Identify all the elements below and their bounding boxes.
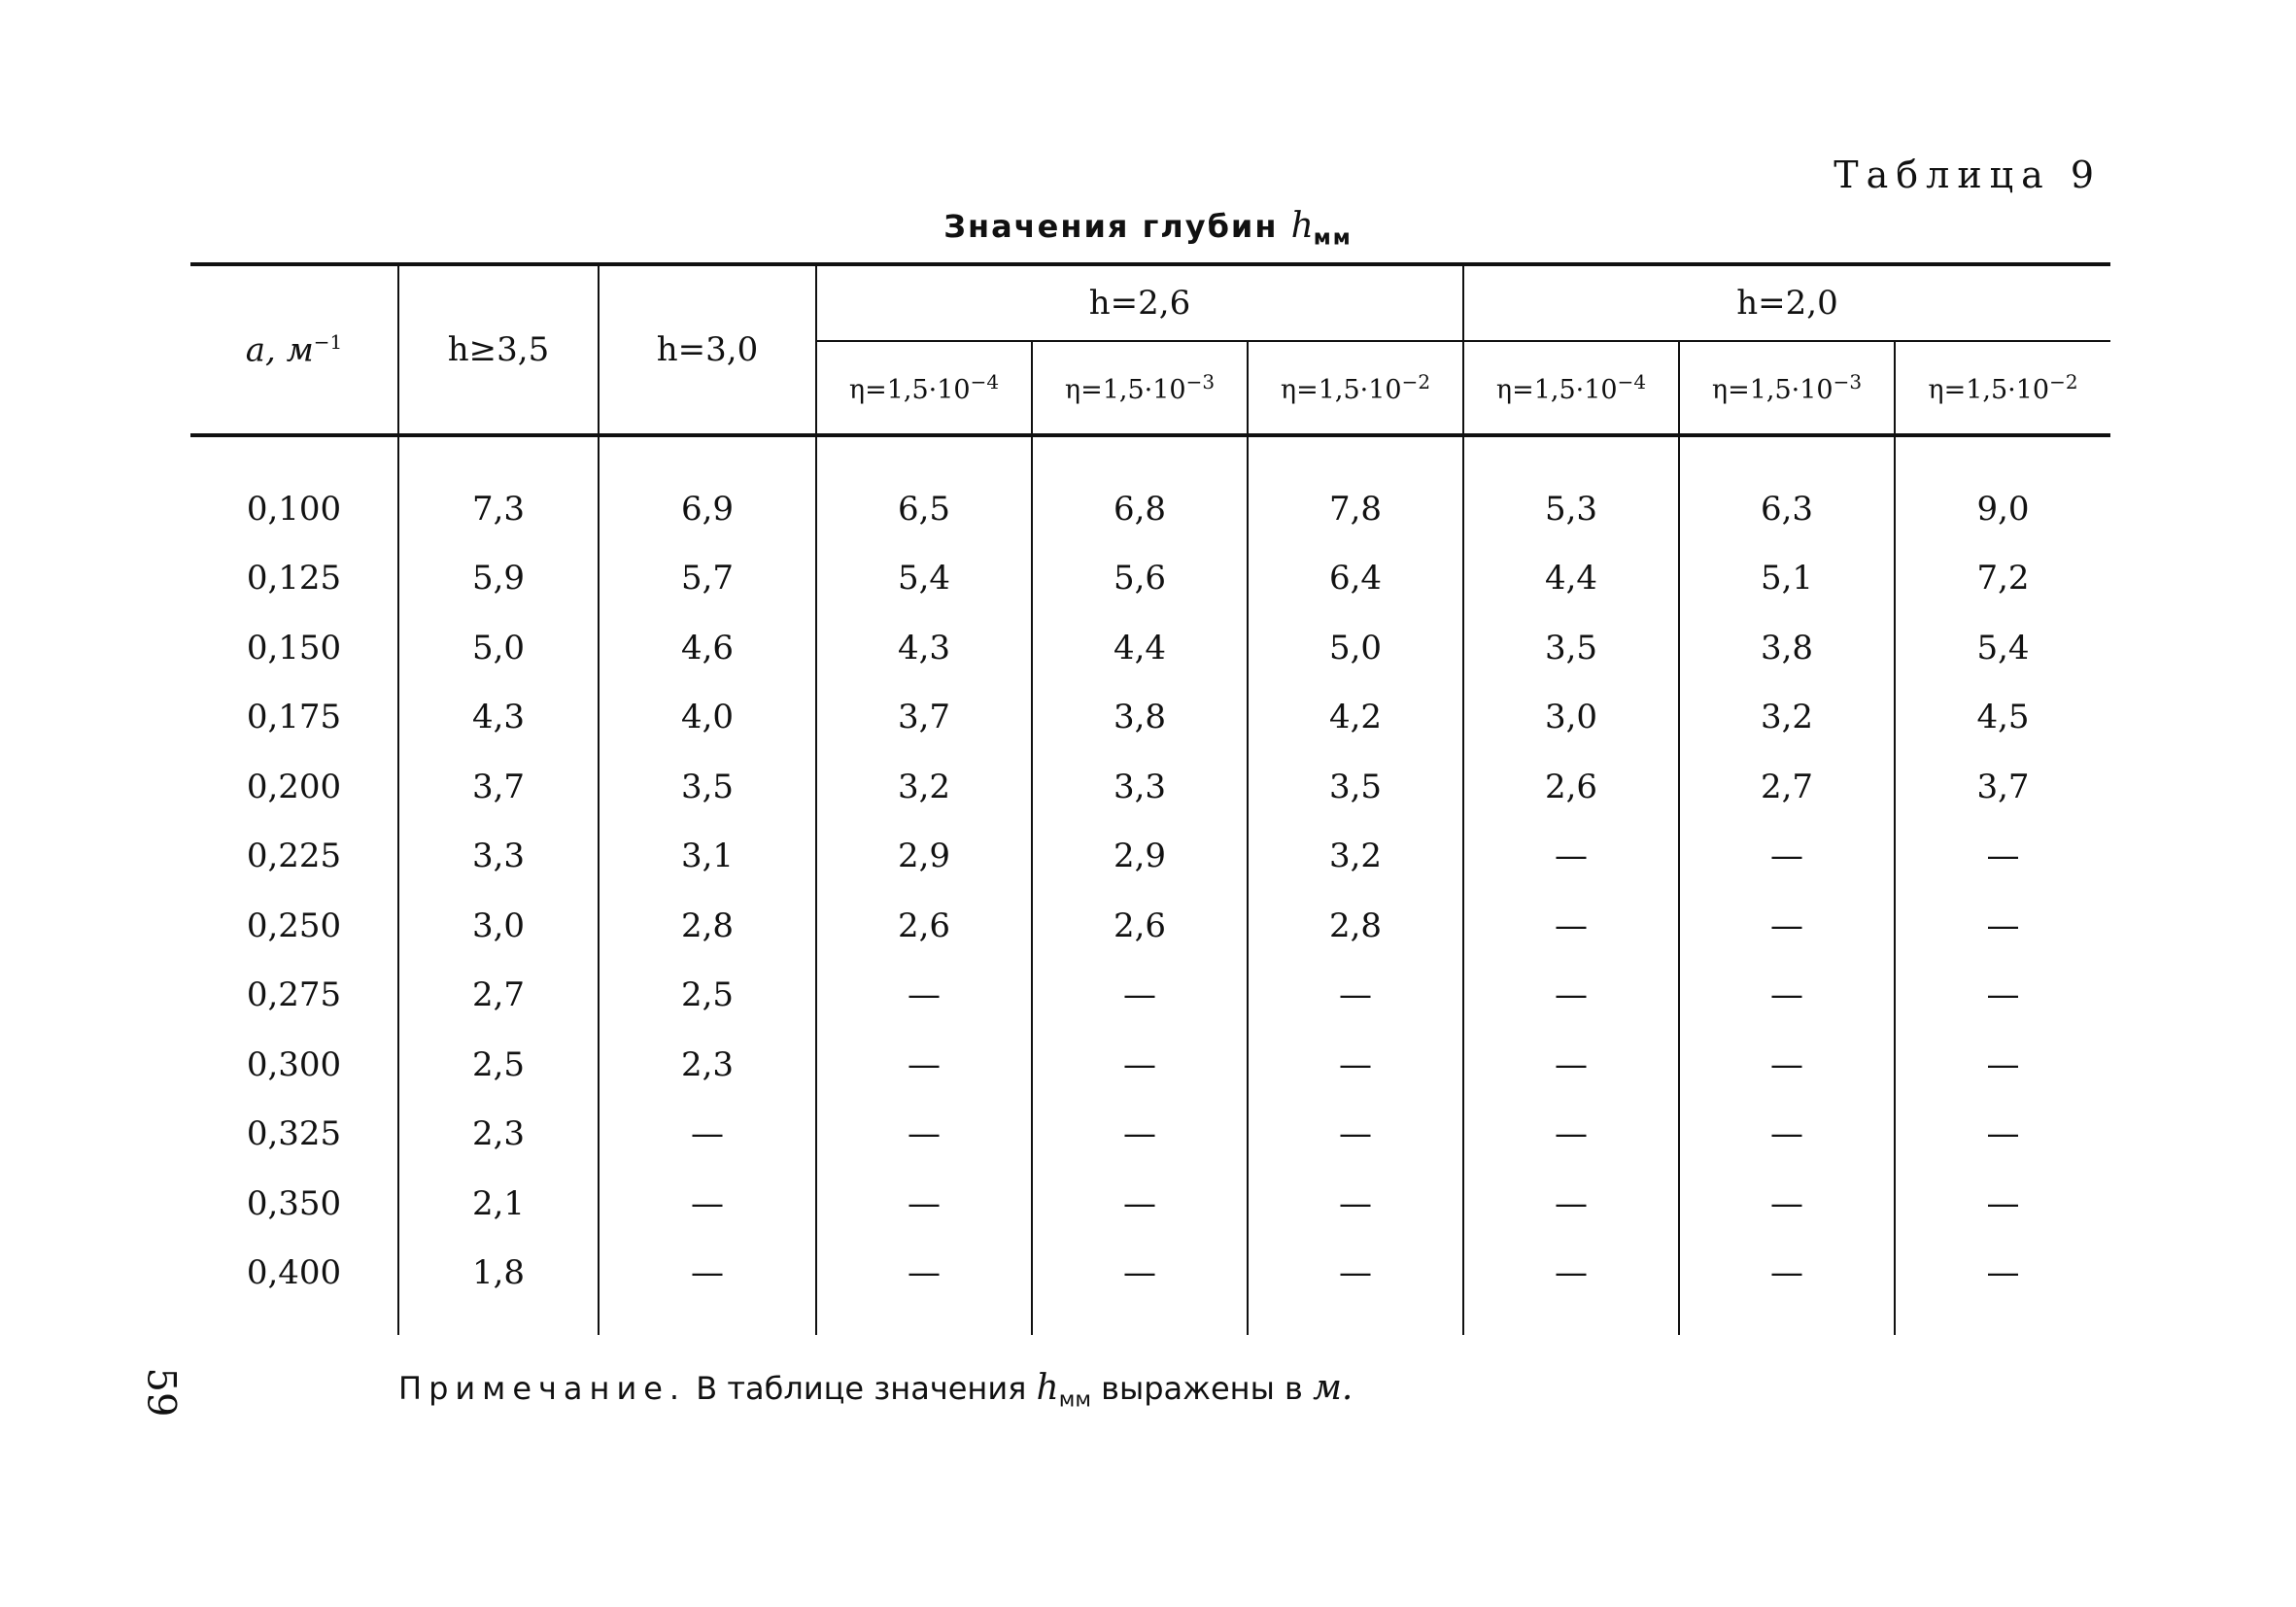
depth-cell: 5,0 [1248, 613, 1463, 683]
row-a-value: 0,175 [246, 698, 342, 737]
depth-cell: 3,5 [1248, 752, 1463, 822]
depth-cell: 4,5 [1895, 683, 2110, 753]
depth-cell: — [1679, 1239, 1895, 1336]
depth-cell: 6,5 [816, 435, 1032, 544]
depth-cell: 2,5 [398, 1030, 599, 1100]
depth-cell: 2,5 [599, 961, 816, 1031]
note-subscript: мм [1058, 1387, 1091, 1413]
depth-cell: — [1463, 891, 1679, 961]
depth-cell: 6,3 [1679, 435, 1895, 544]
depth-cell: — [1463, 822, 1679, 892]
depth-cell: 6,8 [1032, 435, 1248, 544]
depth-cell: 2,9 [816, 822, 1032, 892]
table-title [0, 206, 2296, 250]
depth-cell: 3,2 [1248, 822, 1463, 892]
depth-cell: 9,0 [1895, 435, 2110, 544]
table-row [190, 1239, 2110, 1336]
depth-cell: 3,2 [816, 752, 1032, 822]
depth-cell: 3,8 [1679, 613, 1895, 683]
table-row [190, 961, 2110, 1031]
depth-cell: 3,5 [599, 752, 816, 822]
depth-cell: — [1032, 1239, 1248, 1336]
depth-cell: — [1895, 891, 2110, 961]
depth-cell: — [1895, 822, 2110, 892]
depth-cell: 2,8 [1248, 891, 1463, 961]
row-a-value: 0,325 [246, 1114, 342, 1154]
depth-cell: 5,1 [1679, 544, 1895, 614]
depth-cell: — [816, 1100, 1032, 1170]
depth-cell: — [1679, 1169, 1895, 1239]
table-row [190, 1169, 2110, 1239]
row-a-value: 0,100 [246, 489, 342, 529]
depth-cell: 5,4 [1895, 613, 2110, 683]
depth-cell: 2,8 [599, 891, 816, 961]
table-row [190, 435, 2110, 544]
depth-cell: 7,2 [1895, 544, 2110, 614]
depth-cell: 6,4 [1248, 544, 1463, 614]
depth-cell: 3,0 [398, 891, 599, 961]
depth-cell: 2,3 [599, 1030, 816, 1100]
depth-cell: 1,8 [398, 1239, 599, 1336]
row-a-value: 0,250 [246, 906, 342, 945]
depth-cell: — [816, 1169, 1032, 1239]
table-row [190, 1030, 2110, 1100]
depth-cell: — [1895, 1030, 2110, 1100]
depth-cell: 5,4 [816, 544, 1032, 614]
depth-cell: 7,3 [398, 435, 599, 544]
depth-cell: 3,8 [1032, 683, 1248, 753]
depth-cell: 4,3 [398, 683, 599, 753]
row-a-value: 0,275 [246, 975, 342, 1015]
depth-cell: 4,4 [1463, 544, 1679, 614]
depth-cell: 5,9 [398, 544, 599, 614]
table-row [190, 613, 2110, 683]
depth-cell: 3,5 [1463, 613, 1679, 683]
depth-cell: 4,6 [599, 613, 816, 683]
table-body [190, 435, 2110, 1335]
depth-cell: — [1463, 961, 1679, 1031]
table-title-symbol: h [1290, 206, 1314, 246]
depth-cell: 3,7 [398, 752, 599, 822]
depth-cell: 4,3 [816, 613, 1032, 683]
table-title-subscript: мм [1313, 225, 1353, 251]
depth-cell: 4,4 [1032, 613, 1248, 683]
row-a-value: 0,125 [246, 559, 342, 598]
depth-cell: — [1679, 891, 1895, 961]
depth-cell: — [1032, 1169, 1248, 1239]
header-col-a: a, $м^{-1}$ [190, 264, 398, 435]
depth-cell: — [1248, 1100, 1463, 1170]
depth-cell: — [1248, 961, 1463, 1031]
depth-cell: — [1463, 1169, 1679, 1239]
header-eta-2: $\eta=1,5\cdot 10^{-2}$ [1248, 341, 1463, 435]
depth-cell: 4,2 [1248, 683, 1463, 753]
row-a-value: 0,225 [246, 837, 342, 876]
depth-cell: — [1895, 961, 2110, 1031]
depth-cell: — [816, 961, 1032, 1031]
header-row-groups [190, 264, 2110, 341]
depth-cell: — [599, 1239, 816, 1336]
table-title-text: Значения глубин [943, 208, 1279, 245]
depth-cell: — [1895, 1169, 2110, 1239]
row-a-value: 0,350 [246, 1183, 342, 1223]
depth-cell: 5,7 [599, 544, 816, 614]
depth-cell: — [1032, 961, 1248, 1031]
depth-cell: — [1248, 1169, 1463, 1239]
header-eta-3: $\eta=1,5\cdot 10^{-4}$ [1463, 341, 1679, 435]
depth-cell: 3,1 [599, 822, 816, 892]
depth-cell: 2,3 [398, 1100, 599, 1170]
depth-cell: 5,3 [1463, 435, 1679, 544]
depth-cell: 2,7 [1679, 752, 1895, 822]
depth-cell: 3,3 [1032, 752, 1248, 822]
header-col-h35: h≥3,5 [398, 264, 599, 435]
depth-cell: 2,6 [1463, 752, 1679, 822]
depth-cell: — [816, 1239, 1032, 1336]
depth-cell: — [1463, 1239, 1679, 1336]
depth-cell: 2,1 [398, 1169, 599, 1239]
depth-cell: — [1463, 1100, 1679, 1170]
depth-cell: — [1032, 1030, 1248, 1100]
header-eta-4: $\eta=1,5\cdot 10^{-3}$ [1679, 341, 1895, 435]
depth-cell: — [1895, 1239, 2110, 1336]
note-text-after: выражены в [1101, 1370, 1303, 1407]
depth-cell: — [1032, 1100, 1248, 1170]
depth-cell: 5,6 [1032, 544, 1248, 614]
depth-cell: — [1248, 1030, 1463, 1100]
note-symbol: h [1036, 1368, 1059, 1408]
header-eta-1: $\eta=1,5\cdot 10^{-3}$ [1032, 341, 1248, 435]
page-number: 59 [138, 1367, 184, 1418]
table-row [190, 683, 2110, 753]
header-eta-0: $\eta=1,5\cdot 10^{-4}$ [816, 341, 1032, 435]
table-row [190, 891, 2110, 961]
depth-cell: 2,7 [398, 961, 599, 1031]
depth-cell: 3,0 [1463, 683, 1679, 753]
depth-cell: 3,3 [398, 822, 599, 892]
header-eta-5: $\eta=1,5\cdot 10^{-2}$ [1895, 341, 2110, 435]
row-a-value: 0,200 [246, 767, 342, 806]
depth-cell: — [599, 1100, 816, 1170]
depth-cell: 2,6 [816, 891, 1032, 961]
depth-cell: — [1679, 1100, 1895, 1170]
header-group-h26: h=2,6 [816, 264, 1463, 341]
depth-cell: — [1463, 1030, 1679, 1100]
depth-cell: 3,2 [1679, 683, 1895, 753]
depth-cell: — [816, 1030, 1032, 1100]
depth-cell: 2,9 [1032, 822, 1248, 892]
depth-cell: 4,0 [599, 683, 816, 753]
note-text-before: В таблице значения [696, 1370, 1027, 1407]
table-label: Таблица 9 [1833, 154, 2102, 196]
depth-cell: 5,0 [398, 613, 599, 683]
depth-cell: 2,6 [1032, 891, 1248, 961]
table-row [190, 1100, 2110, 1170]
depth-cell: 3,7 [816, 683, 1032, 753]
depth-cell: — [1248, 1239, 1463, 1336]
row-a-value: 0,150 [246, 628, 342, 667]
note-unit: м. [1313, 1368, 1354, 1408]
table-row [190, 752, 2110, 822]
depth-cell: — [1679, 1030, 1895, 1100]
header-col-h30: h=3,0 [599, 264, 816, 435]
table-note [398, 1368, 1353, 1412]
depth-cell: — [1679, 822, 1895, 892]
depth-cell: — [599, 1169, 816, 1239]
depth-cell: 7,8 [1248, 435, 1463, 544]
depth-cell: 3,7 [1895, 752, 2110, 822]
header-group-h20: h=2,0 [1463, 264, 2110, 341]
row-a-value: 0,300 [246, 1044, 342, 1084]
depth-cell: 6,9 [599, 435, 816, 544]
depth-cell: — [1679, 961, 1895, 1031]
row-a-value: 0,400 [246, 1253, 342, 1293]
note-label: Примечание. [398, 1370, 687, 1407]
depth-cell: — [1895, 1100, 2110, 1170]
table-row [190, 822, 2110, 892]
depth-values-table [190, 262, 2110, 1335]
table-row [190, 544, 2110, 614]
